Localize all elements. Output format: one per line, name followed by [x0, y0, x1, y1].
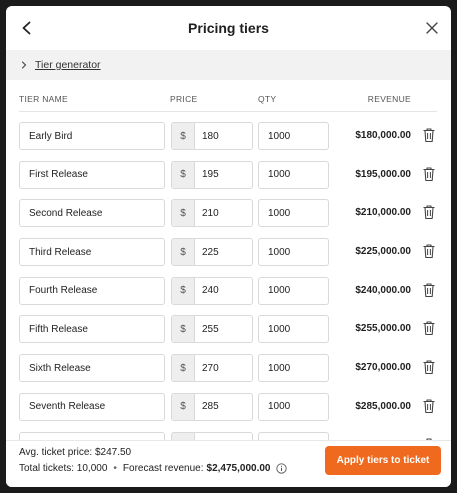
currency-prefix: $: [172, 278, 195, 304]
tier-row: [6, 157, 451, 196]
tier-revenue: $225,000.00: [355, 246, 411, 258]
tier-name-input[interactable]: Third Release: [19, 238, 165, 266]
forecast-revenue-value: $2,475,000.00: [206, 463, 271, 474]
tier-revenue: $285,000.00: [355, 400, 411, 412]
back-arrow-icon: [20, 21, 34, 35]
trash-icon[interactable]: [422, 243, 436, 259]
tier-qty-input[interactable]: 1000: [258, 122, 329, 150]
tier-price-input[interactable]: 240: [202, 285, 219, 297]
tier-name-input[interactable]: First Release: [19, 161, 165, 189]
trash-icon[interactable]: [422, 282, 436, 298]
tier-price-field: [171, 277, 253, 305]
tier-price-field: [171, 354, 253, 382]
tier-revenue: $240,000.00: [355, 284, 411, 296]
tier-price-input[interactable]: 255: [202, 323, 219, 335]
trash-icon[interactable]: [422, 320, 436, 336]
currency-prefix: $: [172, 316, 195, 342]
tier-revenue: $210,000.00: [355, 207, 411, 219]
tier-revenue: $270,000.00: [355, 362, 411, 374]
summary-footer: [6, 440, 451, 487]
tier-price-field: [171, 238, 253, 266]
tier-row: [6, 273, 451, 312]
tier-qty-input[interactable]: 1000: [258, 354, 329, 382]
header-divider: [19, 111, 437, 112]
trash-icon[interactable]: [422, 204, 436, 220]
trash-icon[interactable]: [422, 359, 436, 375]
info-icon[interactable]: [276, 463, 287, 474]
trash-icon[interactable]: [422, 127, 436, 143]
separator-dot: •: [113, 463, 117, 474]
tier-price-input[interactable]: 285: [202, 401, 219, 413]
pricing-tiers-modal: [6, 6, 451, 487]
tier-name-input[interactable]: Sixth Release: [19, 354, 165, 382]
tier-revenue: $255,000.00: [355, 323, 411, 335]
tier-name-input[interactable]: [19, 432, 165, 441]
tier-qty-input[interactable]: [258, 432, 329, 441]
tier-price-field: [171, 393, 253, 421]
trash-icon[interactable]: [422, 398, 436, 414]
tier-price-field: [171, 199, 253, 227]
tier-name-input[interactable]: Early Bird: [19, 122, 165, 150]
tier-qty-input[interactable]: 1000: [258, 199, 329, 227]
tier-price-input[interactable]: 270: [202, 362, 219, 374]
tier-price-field: [171, 315, 253, 343]
currency-prefix: $: [172, 162, 195, 188]
tier-price-input[interactable]: 225: [202, 246, 219, 258]
column-header-price: PRICE: [170, 94, 198, 104]
tier-row: [6, 311, 451, 350]
tier-qty-input[interactable]: 1000: [258, 238, 329, 266]
column-headers: [6, 80, 451, 110]
tier-price-field: [171, 432, 253, 441]
tier-name-input[interactable]: Seventh Release: [19, 393, 165, 421]
currency-prefix: $: [172, 123, 195, 149]
tier-row: [6, 234, 451, 273]
currency-prefix: [172, 433, 195, 441]
currency-prefix: $: [172, 239, 195, 265]
tier-generator-link[interactable]: Tier generator: [35, 59, 101, 71]
tier-price-field: [171, 122, 253, 150]
column-header-revenue: REVENUE: [367, 94, 411, 104]
tier-list: [6, 118, 451, 440]
close-button[interactable]: [421, 17, 443, 39]
currency-prefix: $: [172, 394, 195, 420]
tier-name-input[interactable]: Fourth Release: [19, 277, 165, 305]
tier-revenue: $180,000.00: [355, 130, 411, 141]
back-button[interactable]: [16, 17, 38, 39]
apply-tiers-button[interactable]: Apply tiers to ticket: [325, 446, 441, 475]
total-tickets: Total tickets: 10,000: [19, 463, 108, 474]
forecast-revenue-label: Forecast revenue:: [122, 463, 204, 474]
currency-prefix: $: [172, 200, 195, 226]
totals-line: [19, 463, 287, 474]
tier-name-input[interactable]: Second Release: [19, 199, 165, 227]
tier-generator-toggle[interactable]: [6, 50, 451, 80]
tier-price-input[interactable]: 180: [202, 130, 219, 142]
tier-name-input[interactable]: Fifth Release: [19, 315, 165, 343]
tier-revenue: $195,000.00: [355, 168, 411, 180]
tier-price-input[interactable]: 210: [202, 207, 219, 219]
tier-row: [6, 118, 451, 157]
modal-header: [6, 6, 451, 50]
tier-row: [6, 350, 451, 389]
currency-prefix: $: [172, 355, 195, 381]
tier-qty-input[interactable]: 1000: [258, 277, 329, 305]
column-header-qty: QTY: [258, 94, 277, 104]
chevron-right-icon: [20, 61, 28, 69]
tier-row: [6, 428, 451, 441]
avg-ticket-price: Avg. ticket price: $247.50: [19, 447, 132, 458]
tier-row: [6, 389, 451, 428]
tier-price-input[interactable]: 195: [202, 169, 219, 181]
tier-price-input[interactable]: [195, 433, 252, 441]
tier-qty-input[interactable]: 1000: [258, 315, 329, 343]
tier-qty-input[interactable]: 1000: [258, 393, 329, 421]
column-header-tier-name: TIER NAME: [19, 94, 68, 104]
tier-qty-input[interactable]: 1000: [258, 161, 329, 189]
trash-icon[interactable]: [422, 166, 436, 182]
tier-row: [6, 195, 451, 234]
tier-price-field: [171, 161, 253, 189]
modal-title: Pricing tiers: [188, 20, 269, 36]
close-icon: [426, 22, 438, 34]
